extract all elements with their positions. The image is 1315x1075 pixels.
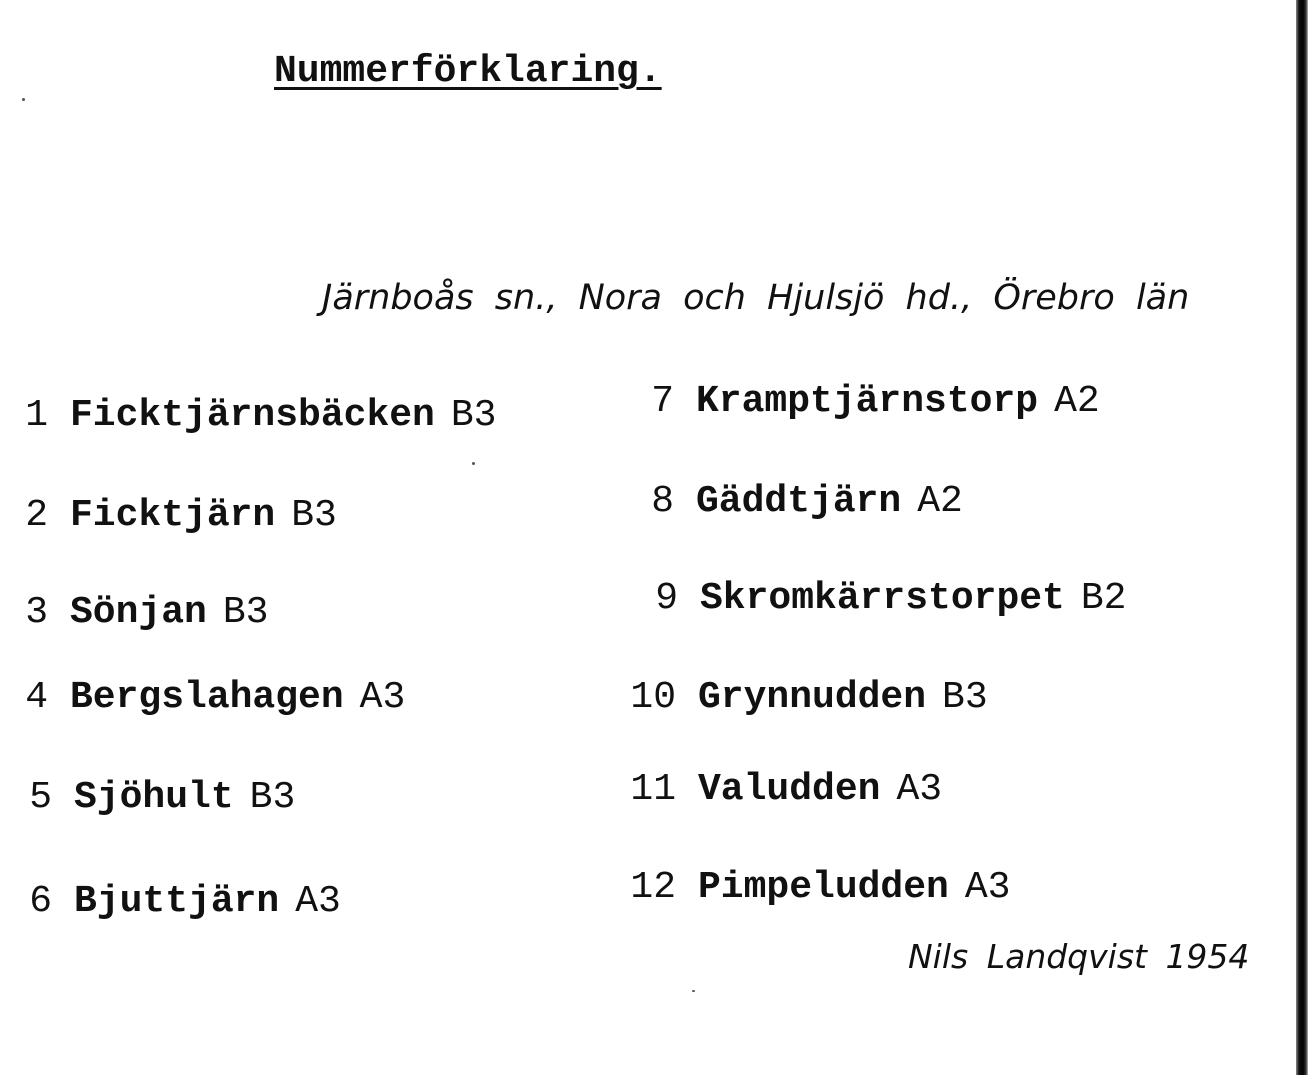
- entry-grid: B2: [1080, 577, 1127, 620]
- list-item: [626, 866, 1010, 909]
- entry-name: Pimpeludden: [698, 866, 949, 909]
- entry-number: 8: [651, 480, 674, 523]
- entry-name: Skromkärrstorpet: [700, 577, 1065, 620]
- entry-grid: A2: [917, 480, 963, 523]
- entry-number: 5: [29, 776, 52, 819]
- scan-speck: [22, 98, 25, 101]
- entry-number: 7: [651, 380, 674, 423]
- entry-grid: B3: [249, 776, 296, 819]
- entry-name: Bjuttjärn: [74, 880, 280, 923]
- entry-number: 9: [655, 577, 678, 620]
- entry-number: 6: [29, 880, 52, 923]
- entry-number: 2: [25, 494, 48, 537]
- entry-number: 10: [630, 676, 676, 719]
- entry-grid: B3: [291, 494, 337, 537]
- entry-number: 1: [25, 394, 48, 437]
- list-item: [626, 676, 988, 719]
- list-item: [646, 480, 963, 523]
- entry-grid: A3: [359, 676, 406, 719]
- document-title: Nummerförklaring.: [274, 50, 662, 93]
- scan-edge-border: [1296, 0, 1308, 1075]
- entry-name: Bergslahagen: [70, 676, 344, 719]
- location-subtitle: Järnboås sn., Nora och Hjulsjö hd., Örebro län: [322, 278, 1190, 318]
- entry-grid: A2: [1054, 380, 1100, 423]
- entry-grid: B3: [222, 591, 269, 634]
- list-item: [24, 494, 337, 537]
- list-item: [24, 591, 268, 634]
- entry-grid: B3: [942, 676, 988, 719]
- entry-grid: A3: [964, 866, 1011, 909]
- entry-name: Grynnudden: [698, 676, 927, 719]
- entry-name: Gäddtjärn: [696, 480, 902, 523]
- entry-grid: A3: [896, 768, 943, 811]
- entry-number: 4: [25, 676, 48, 719]
- list-item: [626, 768, 942, 811]
- entry-number: 3: [25, 591, 48, 634]
- list-item: [618, 380, 1100, 423]
- scan-speck: [472, 462, 475, 465]
- entry-grid: B3: [450, 394, 497, 437]
- entry-name: Ficktjärn: [70, 494, 276, 537]
- list-item: [622, 577, 1126, 620]
- list-item: [28, 880, 341, 923]
- entry-name: Kramptjärnstorp: [696, 380, 1039, 423]
- entry-name: Ficktjärnsbäcken: [70, 394, 435, 437]
- scan-speck: [692, 990, 695, 992]
- entry-name: Sjöhult: [74, 776, 234, 819]
- entry-grid: A3: [295, 880, 341, 923]
- entry-number: 12: [630, 866, 676, 909]
- entry-number: 11: [630, 768, 676, 811]
- list-item: [24, 394, 496, 437]
- entry-name: Sönjan: [70, 591, 207, 634]
- list-item: [28, 776, 295, 819]
- list-item: [24, 676, 405, 719]
- author-signature: Nils Landqvist 1954: [908, 937, 1250, 976]
- entry-name: Valudden: [698, 768, 881, 811]
